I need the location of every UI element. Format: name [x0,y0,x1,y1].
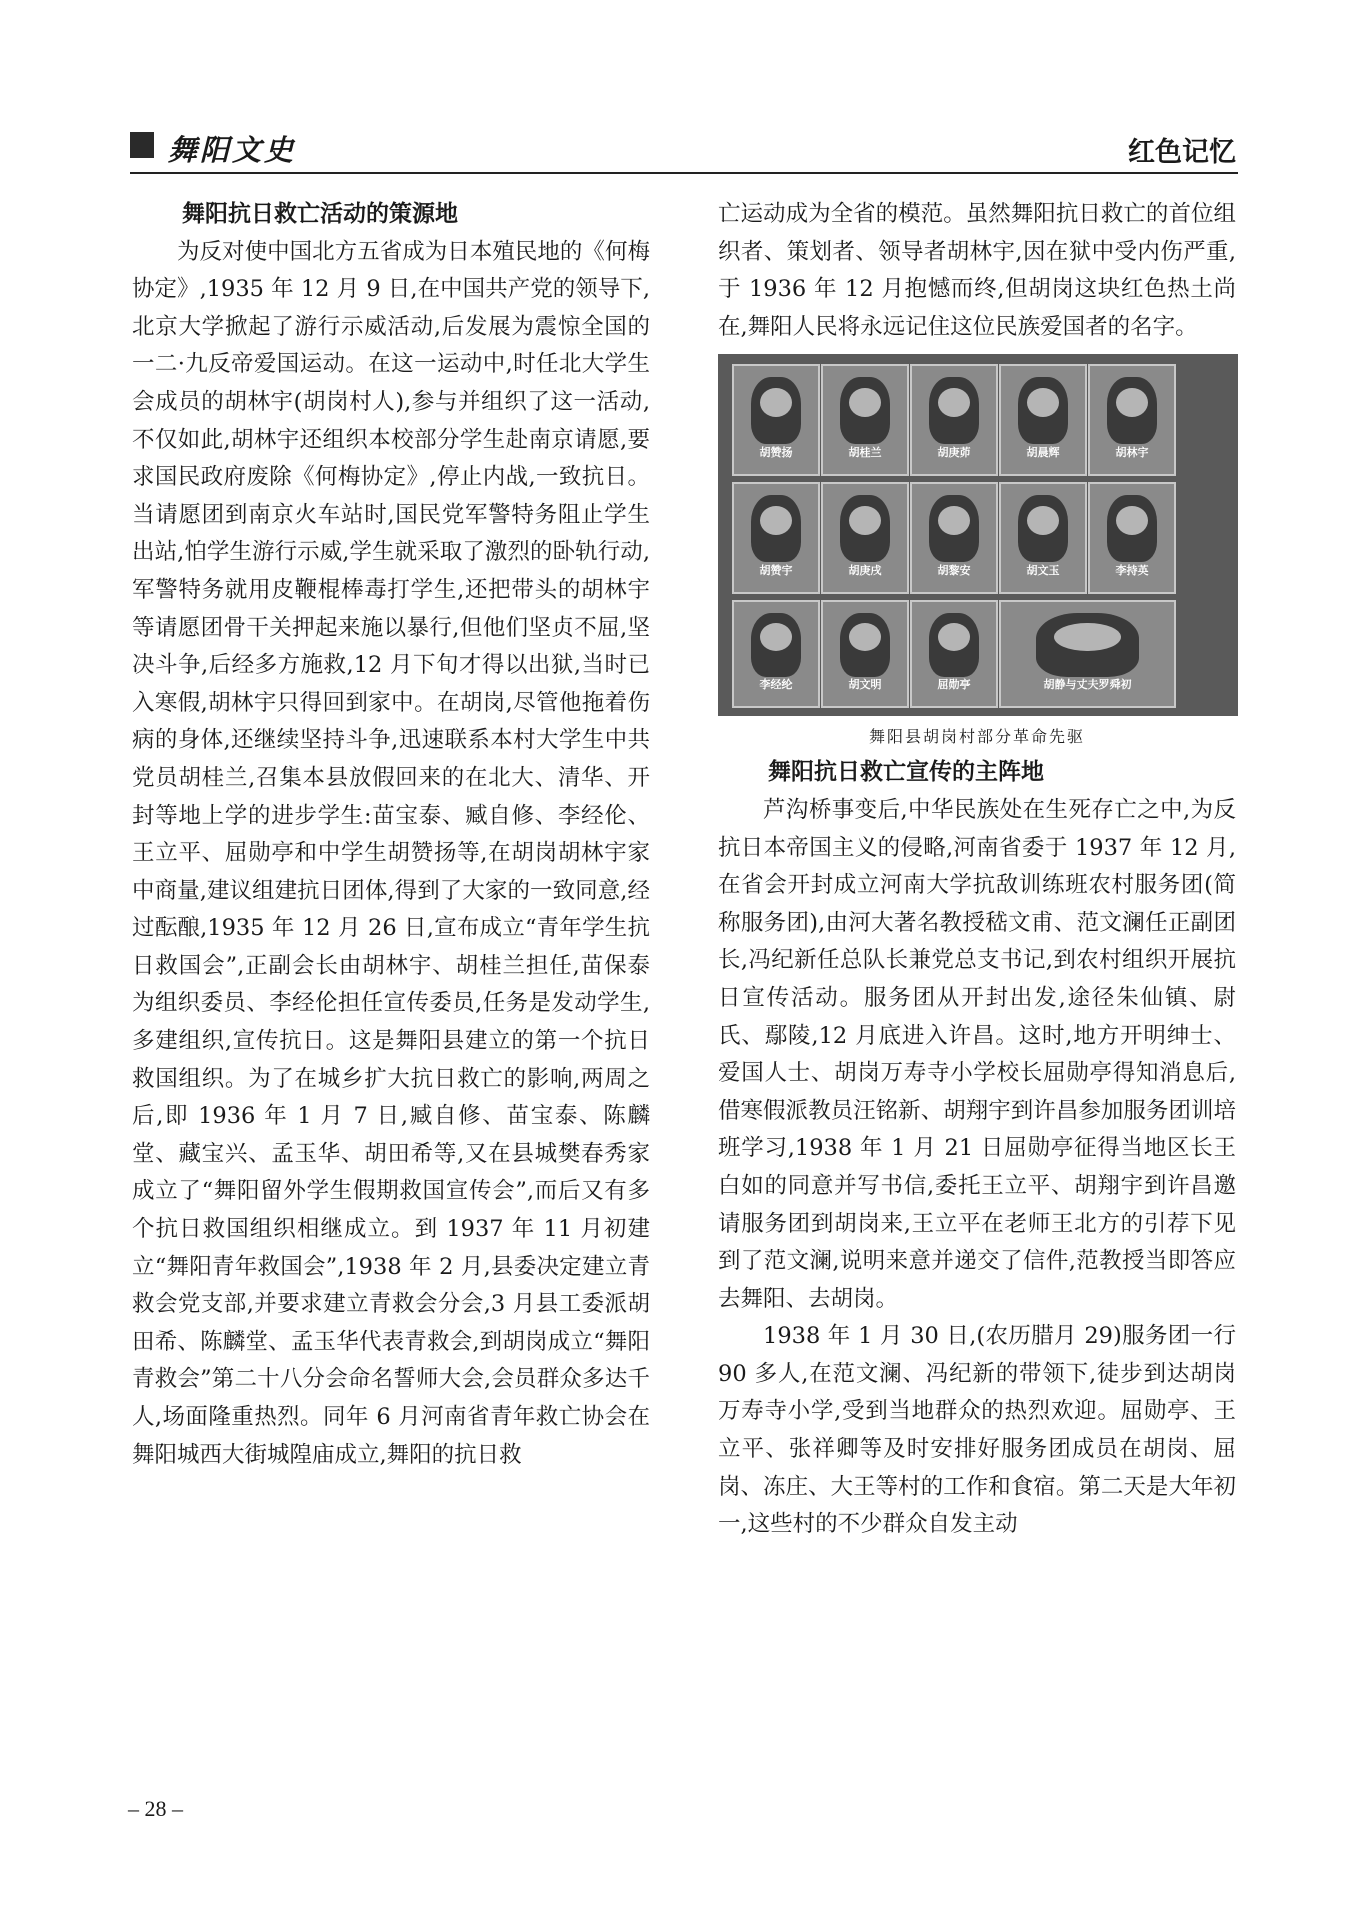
portrait-name: 胡桂兰 [848,445,882,459]
portrait-name: 胡黎安 [937,563,971,577]
header-square-mark [130,132,154,158]
portrait [821,482,909,594]
portrait-name: 胡庚戌 [848,563,882,577]
portrait-name: 胡晨辉 [1026,445,1060,459]
portrait-name: 胡赞宇 [759,563,793,577]
section-title: 红色记忆 [1128,137,1236,168]
portrait-name: 胡静与丈夫罗舜初 [1043,677,1132,691]
photo-wall [718,354,1238,716]
portrait-name: 胡文明 [848,677,882,691]
portrait-name: 胡赞扬 [759,445,793,459]
portrait [1088,364,1176,476]
portrait [732,482,820,594]
portrait-name: 屈勋亭 [937,677,971,691]
page-number: – 28 – [128,1796,183,1821]
page-header [130,128,1238,168]
portrait [910,364,998,476]
continued-paragraph: 亡运动成为全省的模范。虽然舞阳抗日救亡的首位组织者、策划者、领导者胡林宇,因在狱中受内伤严重,于 1936 年 12 月抱憾而终,但胡岗这块红色热土尚在,舞阳人民将永远记住这位民族爱国者的名字。 [718,201,1236,340]
section-heading-1: 舞阳抗日救亡活动的策源地 [182,201,458,227]
portrait [732,600,820,708]
portrait-name: 李持英 [1115,563,1149,577]
journal-title: 舞阳文史 [168,133,297,167]
portrait-name: 胡庚茆 [937,445,971,459]
paragraph: 芦沟桥事变后,中华民族处在生死存亡之中,为反抗日本帝国主义的侵略,河南省委于 1937 年 12 月,在省会开封成立河南大学抗敌训练班农村服务团(简称服务团),由河大著名教授嵇文甫、范文澜任正副团长,冯纪新任总队长兼党总支书记,到农村组织开展抗日宣传活动。服务团从开封出发,途径朱仙镇、尉氏、鄢陵,12 月底进入许昌。这时,地方开明绅士、爱国人士、胡岗万寿寺小学校长屈勋亭得知消息后,借寒假派教员汪铭新、胡翔宇到许昌参加服务团训培班学习,1938 年 1 月 21 日屈勋亭征得当地区长王白如的同意并写书信,委托王立平、胡翔宇到许昌邀请服务团到胡岗来,王立平在老师王北方的引荐下见到了范文澜,说明来意并递交了信件,范教授当即答应去舞阳、去胡岗。 [718,796,1236,1312]
portrait [910,600,998,708]
header-rule [130,172,1238,174]
right-column [718,196,1236,1544]
section-heading-2: 舞阳抗日救亡宣传的主阵地 [768,759,1044,786]
paragraph: 为反对使中国北方五省成为日本殖民地的《何梅协定》,1935 年 12 月 9 日,在中国共产党的领导下,北京大学掀起了游行示威活动,后发展为震惊全国的一二·九反帝爱国运动。在这一运动中,时任北大学生会成员的胡林宇(胡岗村人),参与并组织了这一活动,不仅如此,胡林宇还组织本校部分学生赴南京请愿,要求国民政府废除《何梅协定》,停止内战,一致抗日。当请愿团到南京火车站时,国民党军警特务阻止学生出站,怕学生游行示威,学生就采取了激烈的卧轨行动,军警特务就用皮鞭棍棒毒打学生,还把带头的胡林宇等请愿团骨干关押起来施以暴行,但他们坚贞不屈,坚决斗争,后经多方施救,12 月下旬才得以出狱,当时已入寒假,胡林宇只得回到家中。在胡岗,尽管他拖着伤病的身体,还继续坚持斗争,迅速联系本村大学生中共党员胡桂兰,召集本县放假回来的在北大、清华、开封等地上学的进步学生:苗宝泰、臧自修、李经伦、王立平、屈勋亭和中学生胡赞扬等,在胡岗胡林宇家中商量,建议组建抗日团体,得到了大家的一致同意,经过酝酿,1935 年 12 月 26 日,宣布成立“青年学生抗日救国会”,正副会长由胡林宇、胡桂兰担任,苗保泰为组织委员、李经伦担任宣传委员,任务是发动学生,多建组织,宣传抗日。这是舞阳县建立的第一个抗日救国组织。为了在城乡扩大抗日救亡的影响,两周之后,即 1936 年 1 月 7 日,臧自修、苗宝泰、陈麟堂、藏宝兴、孟玉华、胡田希等,又在县城樊春秀家成立了“舞阳留外学生假期救国宣传会”,而后又有多个抗日救国组织相继成立。到 1937 年 11 月初建立“舞阳青年救国会”,1938 年 2 月,县委决定建立青救会党支部,并要求建立青救会分会,3 月县工委派胡田希、陈麟堂、孟玉华代表青救会,到胡岗成立“舞阳青救会”第二十八分会命名誓师大会,会员群众多达千人,场面隆重热烈。同年 6 月河南省青年救亡协会在舞阳城西大街城隍庙成立,舞阳的抗日救 [132,238,650,1468]
photo-caption: 舞阳县胡岗村部分革命先驱 [868,727,1085,747]
portrait [1088,482,1176,594]
portrait [910,482,998,594]
paragraph: 1938 年 1 月 30 日,(农历腊月 29)服务团一行 90 多人,在范文澜、冯纪新的带领下,徒步到达胡岗万寿寺小学,受到当地群众的热烈欢迎。屈勋亭、王立平、张祥卿等及时安排好服务团成员在胡岗、屈岗、冻庄、大王等村的工作和食宿。第二天是大年初一,这些村的不少群众自发主动 [718,1323,1236,1538]
portrait-name: 胡林宇 [1115,445,1149,459]
portrait [732,364,820,476]
portrait [821,364,909,476]
portrait [999,600,1176,708]
portrait [999,482,1087,594]
portrait [999,364,1087,476]
left-column [132,196,650,1474]
portrait [821,600,909,708]
portrait-name: 李经纶 [759,677,793,691]
portrait-name: 胡文玉 [1026,563,1060,577]
